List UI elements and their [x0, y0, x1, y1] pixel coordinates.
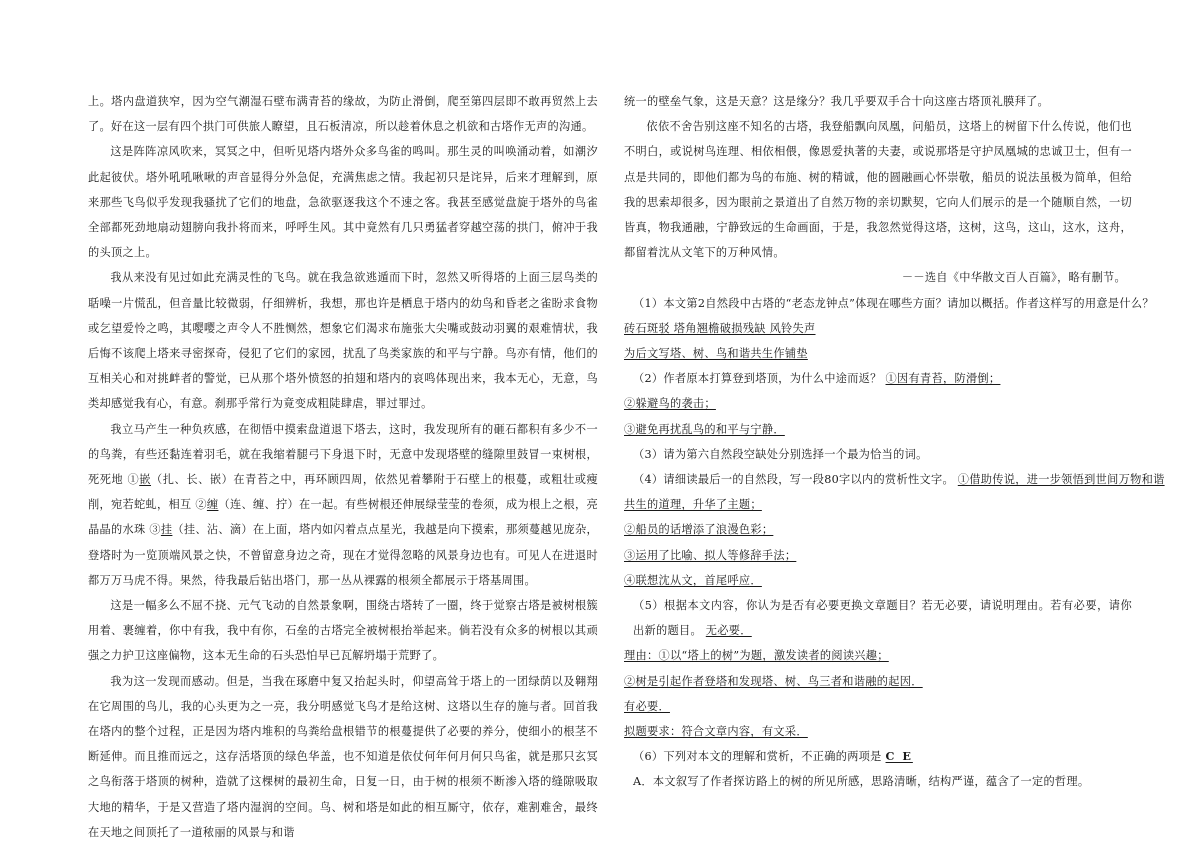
- answer-4-line-3: ③运用了比喻、拟人等修辞手法；: [624, 548, 797, 562]
- question-3: （3）请为第六自然段空缺处分别选择一个最为恰当的词。: [633, 447, 928, 461]
- blank-1-answer: 嵌: [139, 473, 152, 487]
- blank-2-number: ②: [195, 498, 207, 512]
- question-4-text: （4）请细读最后一的自然段，写一段80字以内的赏析性文字。: [633, 473, 954, 487]
- answer-2-line-3: ③避免再扰乱鸟的和平与宁静．: [624, 422, 785, 436]
- paragraph-7: 统一的壁垒气象，这是天意？这是缘分？我几乎要双手合十向这座古塔顶礼膜拜了。: [624, 95, 1050, 108]
- paragraph-6: 我为这一发现而感动。但是，当我在琢磨中复又抬起头时，仰望高耸于塔上的一团绿荫以及翱翔在它周围的鸟儿，我的心头更为之一亮，我分明感觉飞鸟才是给这树、这塔以生存的施与者。回首我在塔内的整个过程，正是因为塔内堆积的鸟粪给盘根错节的根蔓提供了必要的养分，使细小的根茎不断延伸。而且推而远之，这存活塔顶的绿色华盖，也不知道是依仗何年何月何只鸟雀，就是那只玄冥之鸟衔落于塔顶的树种，造就了这棵树的最初生命，日复一日，由于树的根须不断渗入塔的缝隙吸取大地的精华，于是又营造了塔内湿润的空间。鸟、树和塔是如此的相互厮守，依存，难割难舍，最终在天地之间顶托了一道秾丽的风景与和谐: [88, 674, 598, 839]
- question-6: [624, 744, 1132, 769]
- right-column: [624, 89, 1165, 795]
- answer-5-line-3: 有必要．: [624, 699, 670, 713]
- paragraph-8: 依依不舍告别这座不知名的古塔，我登船飘向凤凰，问船员，这塔上的树留下什么传说，他们也不明白，或说树鸟连理、相依相偎，像恩爱执著的夫妻，或说那塔是守护凤凰城的忠诚卫士，但有一点是共同的，即他们都为鸟的布施、树的精诚，他的圆融画心怀崇敬，船员的说法虽极为简单，但给我的思索却很多，因为眼前之景道出了自然万物的亲切默契，它向人们展示的是一个随顺自然，一切皆真，物我通融，宁静致远的生命画面，于是，我忽然觉得这塔，这树，这鸟，这山，这水，这舟，都留着沈从文笔下的万种风情。: [624, 120, 1132, 260]
- paragraph-5: 这是一幅多么不屈不挠、元气飞动的自然景象啊，围绕古塔转了一圈，终于觉察古塔是被树根簇用着、裹缠着，你中有我，我中有你，石垒的古塔完全被树根抬举起来。倘若没有众多的树根以其顽强之力护卫这座偏物，这本无生命的石头恐怕早已瓦解坍塌于荒野了。: [88, 599, 598, 663]
- blank-2-answer: 缠: [206, 498, 219, 512]
- paragraph-4-text-a: 我立马产生一种负疚感，在彻悟中摸索盘道退下塔去，这时，我发现所有的砸石都积有多少不一的鸟粪，有些还黏连着羽毛，就在我缩着腿弓下身退下时，无意中发现塔壁的缝隙里鼓冒一束树根，死死地: [88, 422, 598, 487]
- answer-5-line-2: ②树是引起作者登塔和发现塔、树、鸟三者和谐融的起因．: [624, 674, 923, 688]
- answer-2-line-1: ①因有青苔，防滑倒；: [885, 372, 1001, 386]
- answer-5-line-1: 理由：①以“塔上的树”为题，激发读者的阅读兴趣；: [624, 649, 889, 663]
- answer-1-line-1: 砖石斑驳 塔角翘檐破损残缺 风铃失声: [624, 321, 816, 335]
- paragraph-4-text-g: （挂、沾、滴）在上面，塔内如闪着点点星光，我越是向下摸索，那须蔓越见庞杂，登塔时为一览顶端风景之快，不曾留意身边之奇，现在才觉得忽略的风景身边也有。可见人在进退时都万万马虎不得。果然，待我最后钻出塔门，那一丛从裸露的根须全都展示于塔基周围。: [88, 523, 598, 587]
- source-note: －－选自《中华散文百人百篇》，略有删节。: [901, 271, 1126, 285]
- blank-1-number: ①: [127, 473, 140, 487]
- answer-4-line-1b: 共生的道理，升华了主题；: [624, 498, 762, 512]
- question-2-text: （2）作者原本打算登到塔顶，为什么中途而返？: [633, 372, 882, 386]
- answer-2-line-2: ②躲避鸟的袭击；: [624, 397, 716, 411]
- question-5-text: （5）根据本文内容，你认为是否有必要更换文章题目？若无必要，请说明理由。若有必要，请你出新的题目。: [633, 599, 1132, 638]
- blank-3-answer: 挂: [160, 523, 173, 537]
- answer-4-line-2: ②船员的话增添了浪漫色彩；: [624, 523, 774, 537]
- paragraph-3: 我从来没有见过如此充满灵性的飞鸟。就在我急欲逃遁而下时，忽然又听得塔的上面三层鸟类的聒噪一片慌乱，但音量比较微弱，仔细辨析，我想，那也许是栖息于塔内的幼鸟和昏老之雀盼求食物或乞望爱怜之鸣，其嘤嘤之声令人不胜恻然，想象它们渴求布施张大尖嘴或鼓动羽翼的艰难情状，我后悔不该爬上塔来寻密探奇，侵犯了它们的家园，扰乱了鸟类家族的和平与宁静。鸟亦有情，他们的互相关心和对挑衅者的警觉，已从那个塔外愤怒的拍翅和塔内的哀鸣体现出来，我本无心，无意，鸟类却感觉我有心，有意。刹那乎常行为竟变成粗陡肆虐，罪过罪过。: [88, 271, 598, 411]
- question-4: [624, 467, 1165, 492]
- blank-3-number: ③: [149, 523, 161, 537]
- answer-4-line-4: ④联想沈从文，首尾呼应．: [624, 573, 762, 587]
- paragraph-1: 上。塔内盘道狭窄，因为空气潮湿石壁布满青苔的缘故，为防止滑倒，爬至第四层即不敢再贸然上去了。好在这一层有四个拱门可供旅人瞭望，且石板清凉，所以趁着休息之机欲和古塔作无声的沟通。: [88, 95, 598, 134]
- paragraph-4-text-c: （扎、长、嵌）在青苔之中，再环顾四周，依然见着攀附于石壁上的根蔓，或粗壮或瘦削，宛若蛇虬，相互: [88, 473, 598, 512]
- paragraph-4-text-e: （连、缠、拧）在一起。有些树根还伸展绿莹莹的卷须，成为根上之根，亮晶晶的水珠: [88, 498, 599, 537]
- answer-6: C E: [885, 749, 913, 764]
- answer-5-line-4: 拟题要求：符合文章内容，有文采．: [624, 725, 808, 739]
- answer-5-line-0: 无必要．: [705, 624, 752, 638]
- question-6-option-a: A．本文叙写了作者探访路上的树的所见所感，思路清晰，结构严谨，蕴含了一定的哲理。: [633, 775, 1090, 789]
- question-1: （1）本文第2自然段中古塔的“老态龙钟点”体现在哪些方面？请加以概括。作者这样写的用意是什么？: [633, 296, 1154, 310]
- answer-4-line-1: ①借助传说，进一步领悟到世间万物和谐: [957, 473, 1165, 487]
- left-column: [88, 89, 598, 845]
- answer-1-line-2: 为后文写塔、树、鸟和谐共生作铺垫: [624, 347, 808, 361]
- paragraph-4: [88, 417, 598, 593]
- question-6-text: （6）下列对本文的理解和赏析，不正确的两项是: [633, 750, 882, 764]
- question-2: [624, 366, 1132, 391]
- question-5: [624, 593, 1132, 643]
- paragraph-2: 这是阵阵凉风吹来，冥冥之中，但听见塔内塔外众多鸟雀的鸣叫。那生灵的叫唤涌动着，如潮汐此起彼伏。塔外吼吼啾啾的声音显得分外急促，充满焦虑之情。我起初只是诧异，后来才理解到，原来那些飞鸟似乎发现我骚扰了它们的地盘，急欲驱逐我这个不速之客。我甚至感觉盘旋于塔外的鸟雀全部都死劲地扇动翅膀向我扑将而来，呼呼生风。其中竟然有几只勇猛者穿越空荡的拱门，俯冲于我的头顶之上。: [88, 145, 598, 260]
